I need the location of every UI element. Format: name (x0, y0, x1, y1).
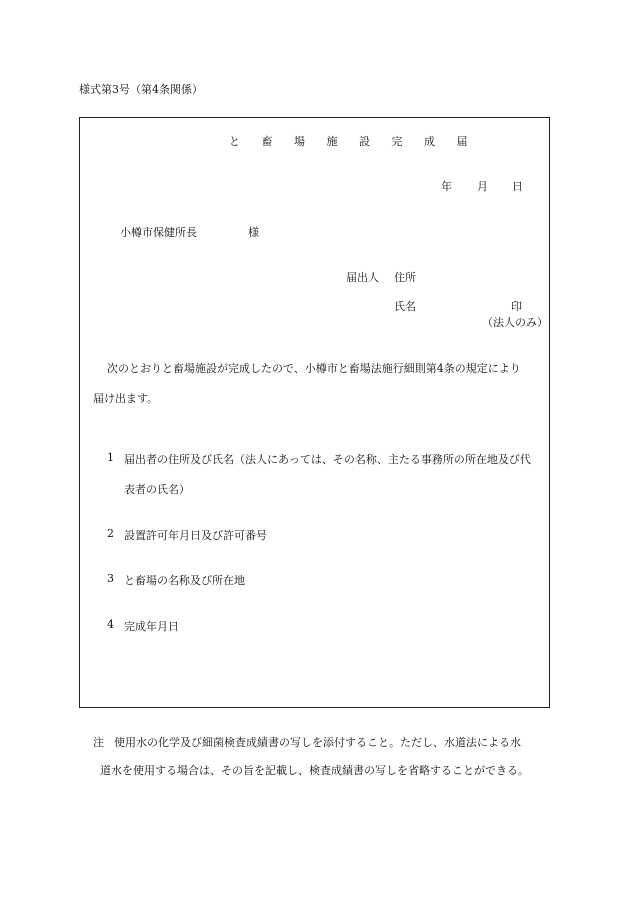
date-month-label: 月 (477, 180, 488, 193)
form-title: と 畜 場 施 設 完 成 届 (229, 135, 477, 148)
corporate-note: （法人のみ） (482, 316, 548, 329)
note-label: 注 (93, 736, 104, 749)
item-4-number: 4 (107, 618, 114, 631)
date-year-label: 年 (441, 180, 452, 193)
item-1-text-continued: 表者の氏名） (124, 483, 190, 496)
date-day-label: 日 (512, 180, 523, 193)
item-2-number: 2 (107, 527, 114, 540)
item-1-text: 届出者の住所及び氏名（法人にあっては、その名称、主たる事務所の所在地及び代 (124, 453, 531, 466)
applicant-label: 届出人 (346, 271, 379, 284)
note-line-1: 使用水の化学及び細菌検査成績書の写しを添付すること。ただし、水道法による水 (114, 736, 521, 749)
item-4-text: 完成年月日 (124, 620, 179, 633)
body-line-1: 次のとおりと畜場施設が完成したので、小樽市と畜場法施行細則第4条の規定により (107, 362, 521, 375)
addressee-honorific: 様 (248, 226, 259, 239)
item-3-number: 3 (107, 572, 114, 585)
item-3-text: と畜場の名称及び所在地 (124, 574, 245, 587)
addressee-name: 小樽市保健所長 (120, 226, 197, 239)
name-label: 氏名 (394, 300, 416, 313)
item-2-text: 設置許可年月日及び許可番号 (124, 529, 267, 542)
item-1-number: 1 (107, 451, 114, 464)
note-line-2: 道水を使用する場合は、その旨を記載し、検査成績書の写しを省略することができる。 (100, 764, 529, 777)
seal-mark: 印 (511, 300, 522, 313)
form-number: 様式第3号（第4条関係） (79, 83, 203, 96)
body-line-2: 届け出ます。 (93, 392, 159, 405)
address-label: 住所 (394, 271, 416, 284)
